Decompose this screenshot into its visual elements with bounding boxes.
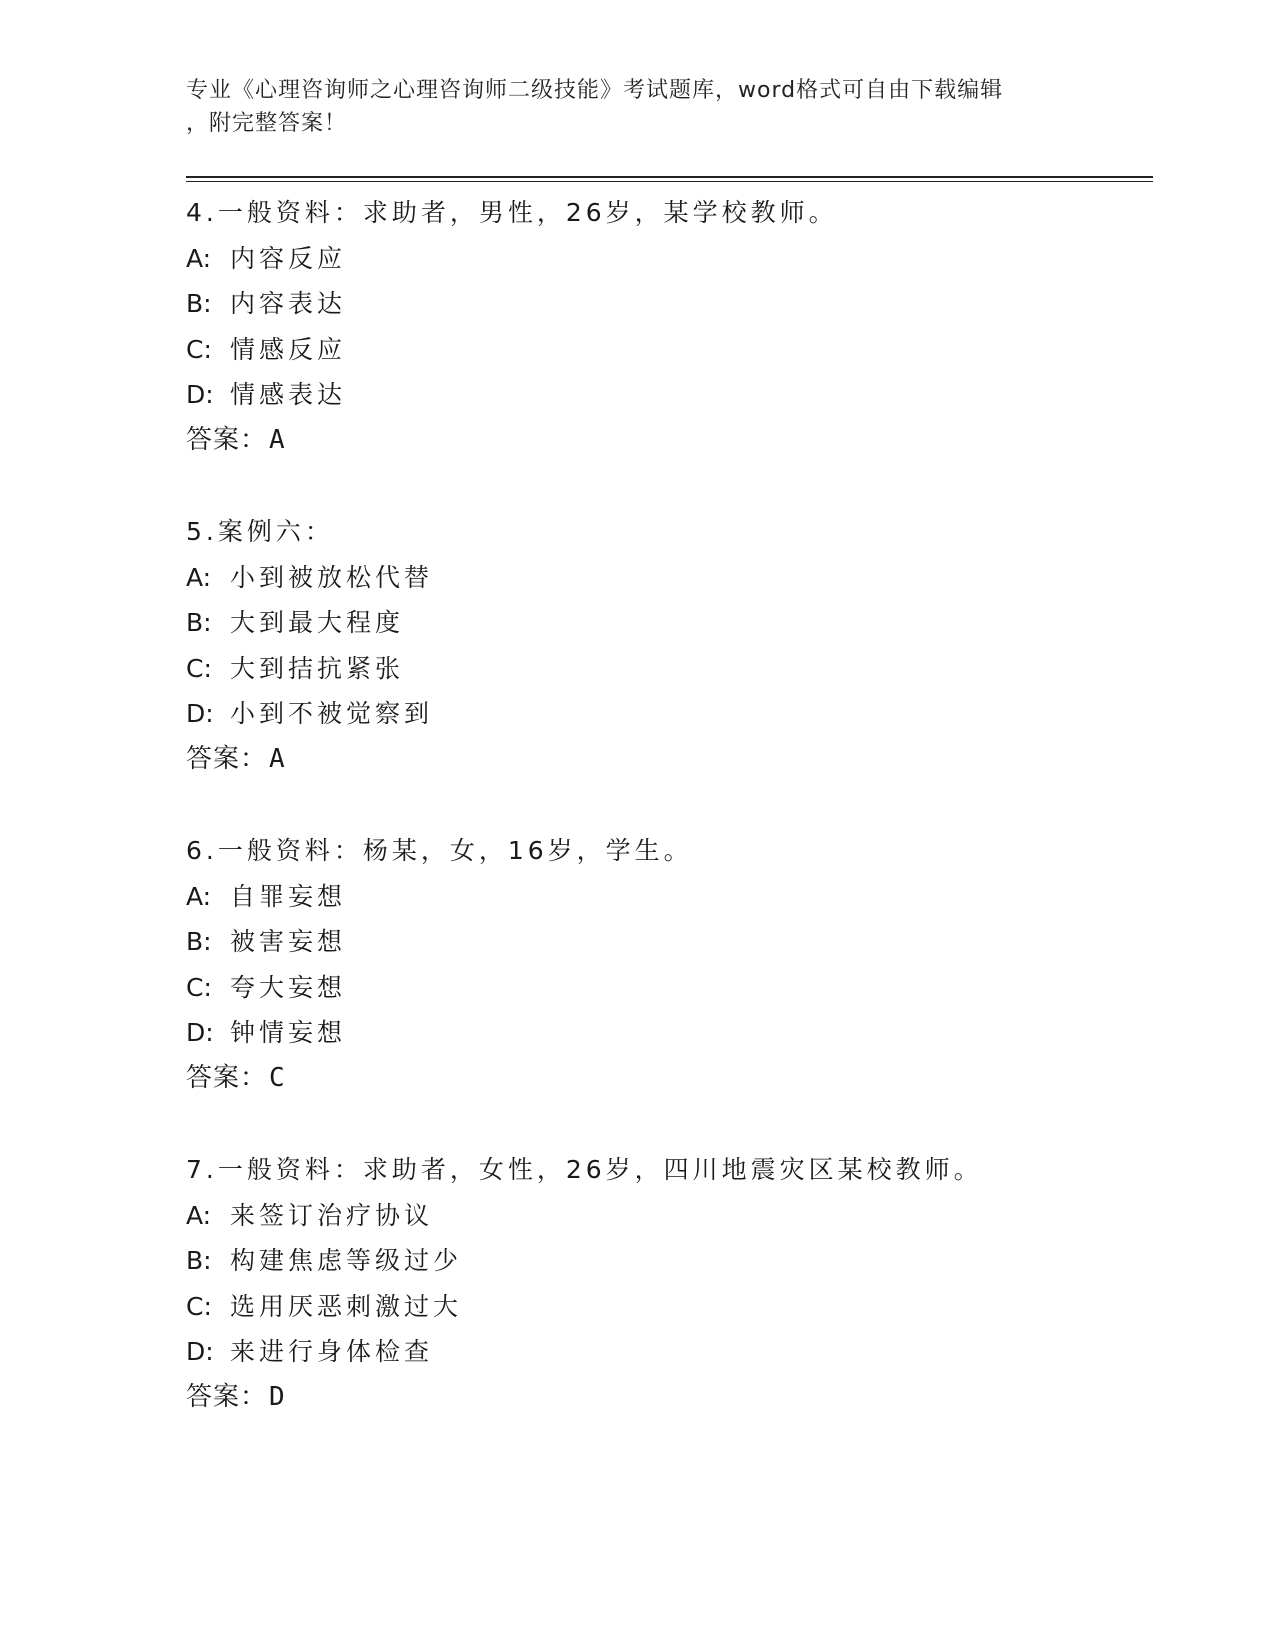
option-key: A:: [186, 243, 212, 273]
option-a: [186, 874, 1146, 920]
option-a: [186, 236, 1146, 282]
option-text: 情感表达: [230, 380, 347, 409]
option-text: 内容反应: [230, 243, 347, 273]
option-text: 大到拮抗紧张: [230, 653, 405, 683]
option-b: [186, 1238, 1146, 1284]
answer-line: [186, 1375, 1146, 1421]
answer-label: 答案：: [186, 1381, 268, 1412]
option-key: A:: [186, 562, 212, 592]
question-item: [186, 828, 1146, 1147]
option-text: 钟情妄想: [230, 1018, 347, 1047]
option-b: [186, 919, 1146, 965]
question-text: 4.一般资料：求助者，男性，26岁，某学校教师。: [186, 198, 838, 227]
answer-line: [186, 737, 1146, 783]
document-header: [186, 74, 1086, 140]
option-a: [186, 555, 1146, 601]
option-b: [186, 281, 1146, 327]
option-key: C:: [186, 972, 212, 1002]
option-key: D:: [186, 699, 214, 728]
answer-line: [186, 1056, 1146, 1102]
option-b: [186, 600, 1146, 646]
option-key: B:: [186, 608, 212, 637]
option-text: 选用厌恶刺激过大: [230, 1291, 463, 1321]
option-key: A:: [186, 1200, 212, 1230]
option-d: [186, 1329, 1146, 1375]
option-key: C:: [186, 334, 212, 364]
option-text: 内容表达: [230, 289, 347, 318]
option-key: B:: [186, 1246, 212, 1275]
question-list: [186, 190, 1146, 1466]
option-c: [186, 965, 1146, 1011]
option-text: 构建焦虑等级过少: [230, 1246, 463, 1275]
question-item: [186, 509, 1146, 828]
option-d: [186, 691, 1146, 737]
option-text: 来签订治疗协议: [230, 1200, 434, 1230]
option-c: [186, 327, 1146, 373]
option-key: D:: [186, 380, 214, 409]
option-key: B:: [186, 927, 212, 956]
option-text: 小到被放松代替: [230, 562, 434, 592]
option-key: D:: [186, 1337, 214, 1366]
answer-value: D: [269, 1381, 285, 1412]
question-text: 7.一般资料：求助者，女性，26岁，四川地震灾区某校教师。: [186, 1155, 983, 1184]
header-line-2: ，附完整答案！: [186, 111, 348, 136]
option-text: 自罪妄想: [230, 881, 347, 911]
answer-label: 答案：: [186, 743, 268, 774]
question-item: [186, 190, 1146, 509]
answer-label: 答案：: [186, 424, 268, 455]
answer-label: 答案：: [186, 1062, 268, 1093]
answer-value: A: [269, 424, 285, 455]
option-key: A:: [186, 881, 212, 911]
header-divider-thin: [186, 181, 1153, 182]
question-text: 5.案例六：: [186, 517, 334, 546]
option-text: 小到不被觉察到: [230, 699, 434, 728]
option-c: [186, 1284, 1146, 1330]
option-c: [186, 646, 1146, 692]
option-key: D:: [186, 1018, 214, 1047]
question-text: 6.一般资料：杨某，女，16岁，学生。: [186, 836, 693, 865]
option-a: [186, 1193, 1146, 1239]
answer-value: A: [269, 743, 285, 774]
option-text: 被害妄想: [230, 927, 347, 956]
option-text: 大到最大程度: [230, 608, 405, 637]
option-text: 来进行身体检查: [230, 1337, 434, 1366]
option-text: 夸大妄想: [230, 972, 347, 1002]
question-item: [186, 1147, 1146, 1466]
header-divider-thick: [186, 176, 1153, 178]
answer-line: [186, 418, 1146, 464]
option-text: 情感反应: [230, 334, 347, 364]
option-key: C:: [186, 653, 212, 683]
answer-value: C: [269, 1062, 285, 1093]
header-line-1: 专业《心理咨询师之心理咨询师二级技能》考试题库，word格式可自由下载编辑: [186, 78, 1004, 103]
option-d: [186, 1010, 1146, 1056]
option-key: B:: [186, 289, 212, 318]
option-d: [186, 372, 1146, 418]
option-key: C:: [186, 1291, 212, 1321]
